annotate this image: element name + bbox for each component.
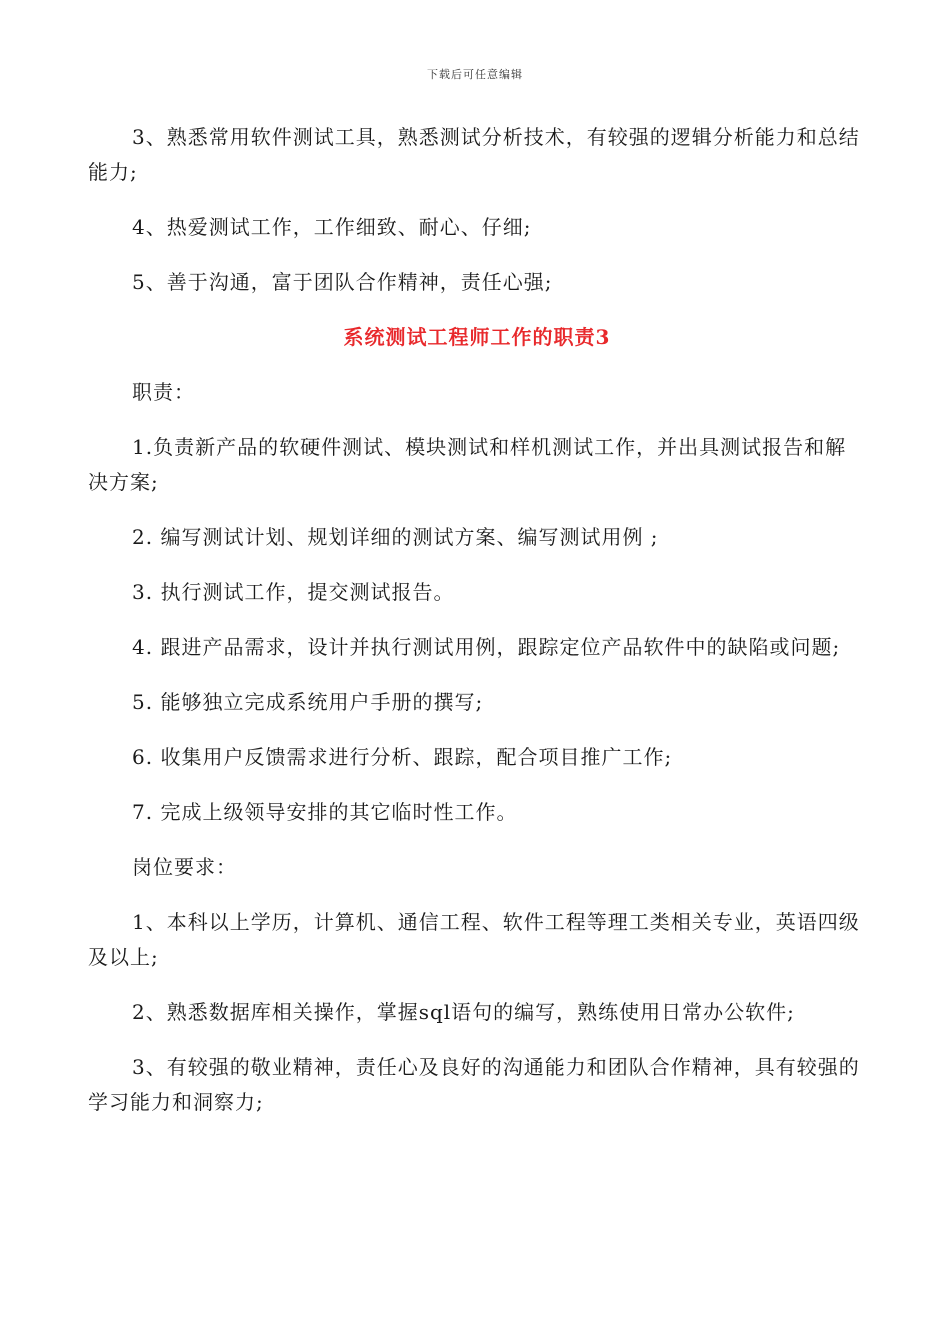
paragraph-requirement-1: 1、本科以上学历，计算机、通信工程、软件工程等理工类相关专业，英语四级及以上; [88, 910, 860, 969]
paragraph-duty-4: 4. 跟进产品需求，设计并执行测试用例，跟踪定位产品软件中的缺陷或问题; [132, 635, 841, 659]
paragraph-duty-6: 6. 收集用户反馈需求进行分析、跟踪，配合项目推广工作; [132, 745, 673, 769]
requirements-heading: 岗位要求： [132, 855, 237, 879]
paragraph-req-5: 5、善于沟通，富于团队合作精神，责任心强; [132, 270, 553, 294]
paragraph-duty-1: 1.负责新产品的软硬件测试、模块测试和样机测试工作，并出具测试报告和解决方案; [88, 435, 847, 494]
paragraph-duty-5: 5. 能够独立完成系统用户手册的撰写; [132, 690, 484, 714]
paragraph-duty-7: 7. 完成上级领导安排的其它临时性工作。 [132, 800, 518, 824]
paragraph-duty-3: 3. 执行测试工作，提交测试报告。 [132, 580, 455, 604]
paragraph-requirement-2: 2、熟悉数据库相关操作，掌握sql语句的编写，熟练使用日常办公软件; [132, 1000, 795, 1024]
paragraph-requirement-3: 3、有较强的敬业精神，责任心及良好的沟通能力和团队合作精神，具有较强的学习能力和洞察力; [88, 1055, 860, 1114]
duties-heading: 职责： [132, 380, 195, 404]
paragraph-req-4: 4、热爱测试工作，工作细致、耐心、仔细; [132, 215, 532, 239]
paragraph-duty-2: 2. 编写测试计划、规划详细的测试方案、编写测试用例 ; [132, 525, 659, 549]
document-body [88, 120, 866, 1140]
section-title: 系统测试工程师工作的职责3 [343, 325, 611, 349]
paragraph-req-3: 3、熟悉常用软件测试工具，熟悉测试分析技术，有较强的逻辑分析能力和总结能力; [88, 125, 860, 184]
page-header-note: 下载后可任意编辑 [427, 68, 523, 81]
